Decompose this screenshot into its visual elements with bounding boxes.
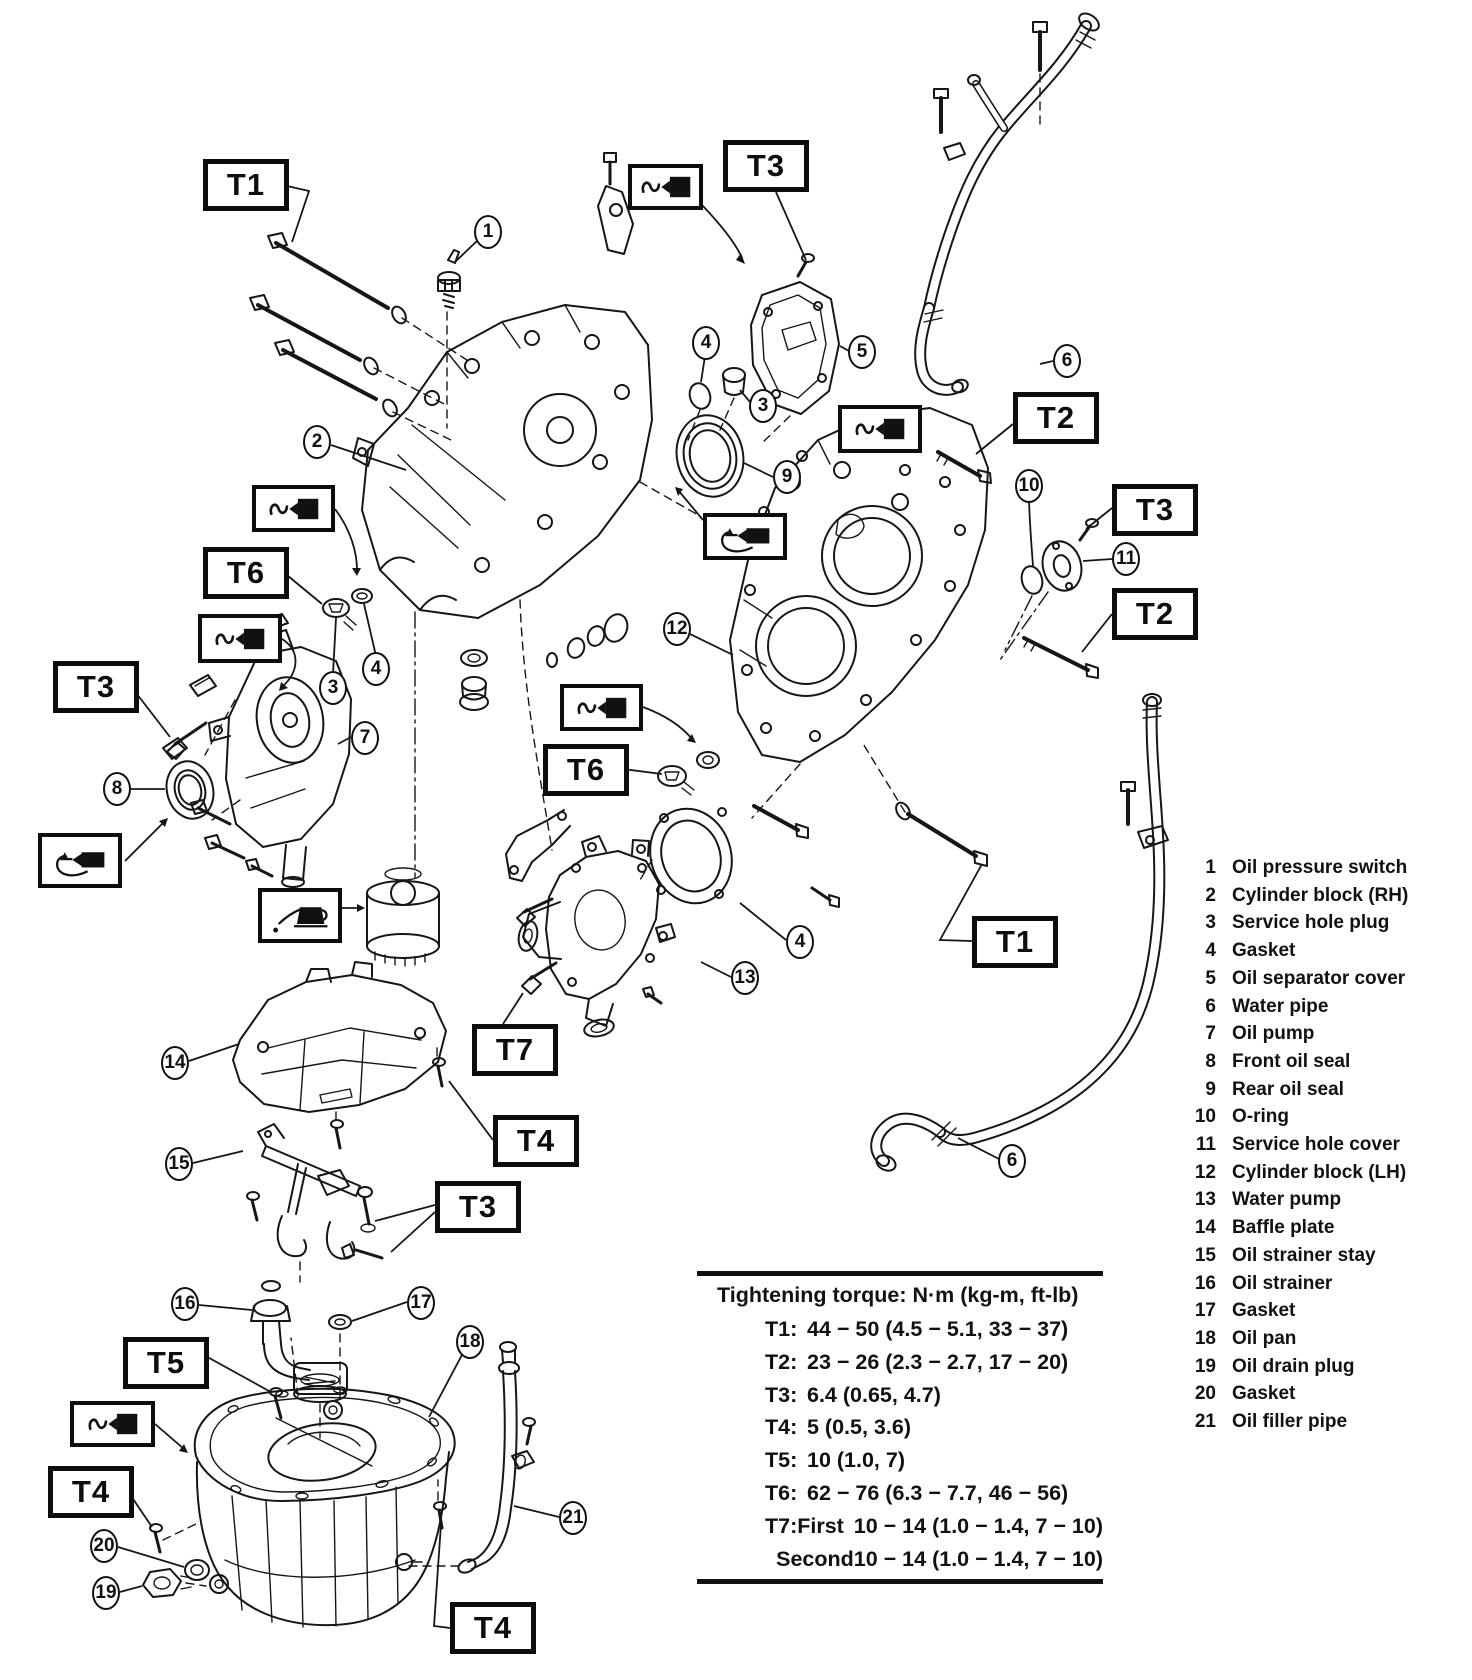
part-name: Oil pan — [1232, 1327, 1297, 1349]
parts-list — [1146, 854, 1408, 1436]
part-number: 21 — [1194, 1411, 1216, 1433]
part-name: Oil strainer stay — [1232, 1244, 1376, 1266]
torque-row-label: T3: — [765, 1382, 798, 1407]
part-name: Baffle plate — [1232, 1217, 1335, 1239]
oil-pan-drawing — [143, 1387, 455, 1627]
torque-table — [697, 1271, 1103, 1584]
part-name: Gasket — [1232, 1300, 1296, 1322]
parts-list-item — [1146, 1325, 1408, 1353]
parts-list-item — [1146, 1076, 1408, 1104]
service-hole-plug-left-lh-drawing — [658, 752, 719, 795]
torque-spec-label-t3: T3 — [723, 140, 809, 192]
part-number: 20 — [1194, 1383, 1216, 1405]
parts-list-item — [1146, 965, 1408, 993]
part-callout-4: 4 — [362, 652, 390, 686]
torque-spec-label-t7: T7 — [472, 1024, 558, 1076]
part-number: 14 — [1194, 1217, 1216, 1239]
part-name: Cylinder block (LH) — [1232, 1161, 1407, 1183]
part-callout-3: 3 — [749, 389, 777, 423]
parts-list-item — [1146, 1353, 1408, 1381]
torque-table-title: Tightening torque: N·m (kg-m, ft-lb) — [717, 1283, 1079, 1307]
part-callout-7: 7 — [351, 721, 379, 755]
part-callout-4: 4 — [692, 326, 720, 360]
torque-table-rows — [765, 1313, 1103, 1575]
torque-row — [765, 1444, 1103, 1477]
part-number: 11 — [1195, 1134, 1216, 1156]
torque-row-stage: First — [797, 1513, 844, 1538]
part-callout-18: 18 — [456, 1325, 484, 1359]
liquid-gasket-callout-box — [560, 684, 643, 731]
parts-list-item — [1146, 1380, 1408, 1408]
part-callout-12: 12 — [663, 612, 691, 646]
parts-list-item — [1146, 1186, 1408, 1214]
torque-spec-label-t1: T1 — [203, 159, 289, 211]
oil-strainer-drawing — [251, 1281, 351, 1438]
torque-row — [765, 1411, 1103, 1444]
liquid-gasket-icon — [573, 692, 631, 724]
torque-row — [765, 1477, 1103, 1510]
torque-row-value: 10 − 14 (1.0 − 1.4, 7 − 10) — [853, 1546, 1103, 1571]
part-callout-14: 14 — [161, 1046, 189, 1080]
liquid-gasket-callout-box — [70, 1401, 155, 1447]
part-callout-8: 8 — [103, 772, 131, 806]
part-callout-13: 13 — [731, 961, 759, 995]
parts-list-item — [1146, 1270, 1408, 1298]
torque-row-value: 5 (0.5, 3.6) — [807, 1415, 911, 1440]
part-callout-4: 4 — [786, 925, 814, 959]
parts-list-item — [1146, 937, 1408, 965]
part-name: Oil pressure switch — [1232, 857, 1408, 878]
part-number: 3 — [1205, 912, 1216, 934]
part-callout-6: 6 — [998, 1144, 1026, 1178]
torque-row-value: 10 (1.0, 7) — [807, 1448, 905, 1473]
torque-row-value: 6.4 (0.65, 4.7) — [807, 1382, 941, 1407]
liquid-gasket-icon — [84, 1408, 142, 1440]
grease-applicator-callout-box — [703, 513, 787, 560]
parts-list-item — [1146, 1131, 1408, 1159]
part-callout-1: 1 — [474, 215, 502, 249]
torque-spec-label-t3: T3 — [435, 1181, 521, 1233]
part-name: Cylinder block (RH) — [1232, 884, 1409, 906]
part-callout-21: 21 — [559, 1501, 587, 1535]
part-name: Water pipe — [1232, 995, 1329, 1017]
part-number: 15 — [1194, 1244, 1216, 1266]
part-number: 16 — [1194, 1272, 1216, 1294]
liquid-gasket-icon — [851, 413, 909, 445]
part-name: Front oil seal — [1232, 1050, 1351, 1072]
part-name: Service hole cover — [1232, 1134, 1400, 1156]
torque-row — [765, 1543, 1103, 1576]
part-number: 18 — [1194, 1327, 1216, 1349]
part-name: Rear oil seal — [1232, 1078, 1344, 1100]
torque-row — [765, 1346, 1103, 1379]
water-pump-drawing — [506, 600, 744, 1039]
torque-row-label: T7: — [765, 1513, 798, 1538]
torque-row — [765, 1313, 1103, 1346]
part-number: 5 — [1205, 967, 1216, 989]
torque-row-value: 62 − 76 (6.3 − 7.7, 46 − 56) — [807, 1480, 1069, 1505]
part-name: Water pump — [1232, 1189, 1342, 1211]
liquid-gasket-icon — [637, 171, 695, 203]
part-name: Oil strainer — [1232, 1272, 1333, 1294]
part-callout-16: 16 — [171, 1287, 199, 1321]
oring-service-cover-drawing — [1000, 519, 1098, 660]
torque-row-stage: Second — [776, 1546, 854, 1571]
part-callout-6: 6 — [1053, 344, 1081, 378]
parts-list-item — [1146, 1408, 1408, 1436]
part-callout-2: 2 — [303, 425, 331, 459]
torque-row — [765, 1379, 1103, 1412]
liquid-gasket-callout-box — [628, 164, 703, 210]
part-callout-15: 15 — [165, 1147, 193, 1181]
torque-spec-label-t6: T6 — [203, 547, 289, 599]
torque-spec-label-t4: T4 — [450, 1602, 536, 1654]
torque-row-value: 10 − 14 (1.0 − 1.4, 7 − 10) — [853, 1513, 1103, 1538]
part-callout-19: 19 — [92, 1576, 120, 1610]
torque-row-label: T5: — [765, 1448, 798, 1473]
torque-row-value: 44 − 50 (4.5 − 5.1, 33 − 37) — [807, 1317, 1069, 1341]
part-name: Oil pump — [1232, 1023, 1315, 1045]
liquid-gasket-callout-box — [198, 614, 282, 663]
oil-strainer-stay-drawing — [247, 1124, 382, 1282]
torque-spec-label-t4: T4 — [48, 1466, 134, 1518]
parts-list-item — [1146, 1103, 1408, 1131]
torque-row-label: T2: — [765, 1349, 798, 1374]
part-name: Oil filler pipe — [1232, 1411, 1348, 1433]
part-number: 12 — [1194, 1161, 1216, 1183]
parts-list-item — [1146, 993, 1408, 1021]
torque-row-label: T6: — [765, 1480, 798, 1505]
grease-applicator-icon — [713, 518, 777, 556]
part-callout-3: 3 — [319, 671, 347, 705]
torque-row-value: 23 − 26 (2.3 − 2.7, 17 − 20) — [807, 1349, 1069, 1374]
part-number: 13 — [1194, 1189, 1216, 1211]
oil-pressure-switch-drawing — [438, 250, 460, 428]
part-number: 19 — [1194, 1355, 1216, 1377]
torque-row-label: T1: — [765, 1317, 798, 1341]
cylinder-block-lh-drawing — [640, 408, 988, 818]
part-name: Oil separator cover — [1232, 967, 1406, 989]
grease-applicator-callout-box — [38, 833, 122, 888]
part-number: 8 — [1205, 1050, 1216, 1072]
block-through-bolts-right-drawing — [754, 452, 1098, 907]
part-callout-5: 5 — [848, 335, 876, 369]
part-callout-20: 20 — [90, 1529, 118, 1563]
part-number: 9 — [1205, 1078, 1216, 1100]
engine-oil-icon — [268, 895, 332, 937]
grease-applicator-icon — [48, 842, 112, 880]
part-name: Service hole plug — [1232, 912, 1390, 934]
parts-list-item — [1146, 909, 1408, 937]
parts-list-item — [1146, 882, 1408, 910]
part-name: Oil drain plug — [1232, 1355, 1355, 1377]
parts-list-item — [1146, 1048, 1408, 1076]
torque-spec-label-t6: T6 — [543, 744, 629, 796]
part-number: 2 — [1205, 884, 1216, 906]
torque-spec-label-t3: T3 — [53, 661, 139, 713]
cylinder-head-bolts-drawing — [250, 233, 470, 442]
oil-filler-pipe-drawing — [408, 1342, 535, 1575]
torque-spec-label-t1: T1 — [972, 916, 1058, 968]
part-number: 7 — [1205, 1023, 1216, 1045]
parts-list-item — [1146, 1242, 1408, 1270]
part-number: 6 — [1205, 995, 1216, 1017]
part-number: 4 — [1205, 940, 1216, 962]
service-hole-plug-top-drawing — [686, 368, 745, 440]
liquid-gasket-callout-box — [838, 405, 922, 453]
torque-row — [765, 1510, 1103, 1543]
parts-list-item — [1146, 1159, 1408, 1187]
part-callout-10: 10 — [1015, 469, 1043, 503]
part-number: 17 — [1194, 1300, 1216, 1322]
part-number: 1 — [1205, 857, 1216, 878]
part-name: Gasket — [1232, 1383, 1296, 1405]
engine-oil-callout-box — [258, 888, 342, 943]
torque-spec-label-t4: T4 — [493, 1115, 579, 1167]
parts-list-item — [1146, 1297, 1408, 1325]
torque-spec-label-t2: T2 — [1112, 588, 1198, 640]
part-callout-9: 9 — [773, 460, 801, 494]
part-callout-17: 17 — [407, 1286, 435, 1320]
torque-spec-label-t5: T5 — [123, 1337, 209, 1389]
liquid-gasket-icon — [211, 623, 269, 655]
parts-list-item — [1146, 854, 1408, 882]
torque-spec-label-t2: T2 — [1013, 392, 1099, 444]
part-name: Gasket — [1232, 940, 1296, 962]
parts-list-item — [1146, 1020, 1408, 1048]
liquid-gasket-icon — [265, 493, 323, 525]
torque-spec-label-t3: T3 — [1112, 484, 1198, 536]
torque-row-label: T4: — [765, 1415, 798, 1440]
torque-row-label — [765, 1543, 776, 1576]
part-name: O-ring — [1232, 1106, 1289, 1128]
cylinder-block-rh-drawing — [353, 305, 652, 618]
part-callout-11: 11 — [1112, 542, 1140, 576]
part-number: 10 — [1194, 1106, 1216, 1128]
water-pipe-upper-drawing — [920, 10, 1102, 394]
parts-list-item — [1146, 1214, 1408, 1242]
baffle-plate-drawing — [233, 962, 446, 1148]
liquid-gasket-callout-box — [252, 485, 335, 532]
